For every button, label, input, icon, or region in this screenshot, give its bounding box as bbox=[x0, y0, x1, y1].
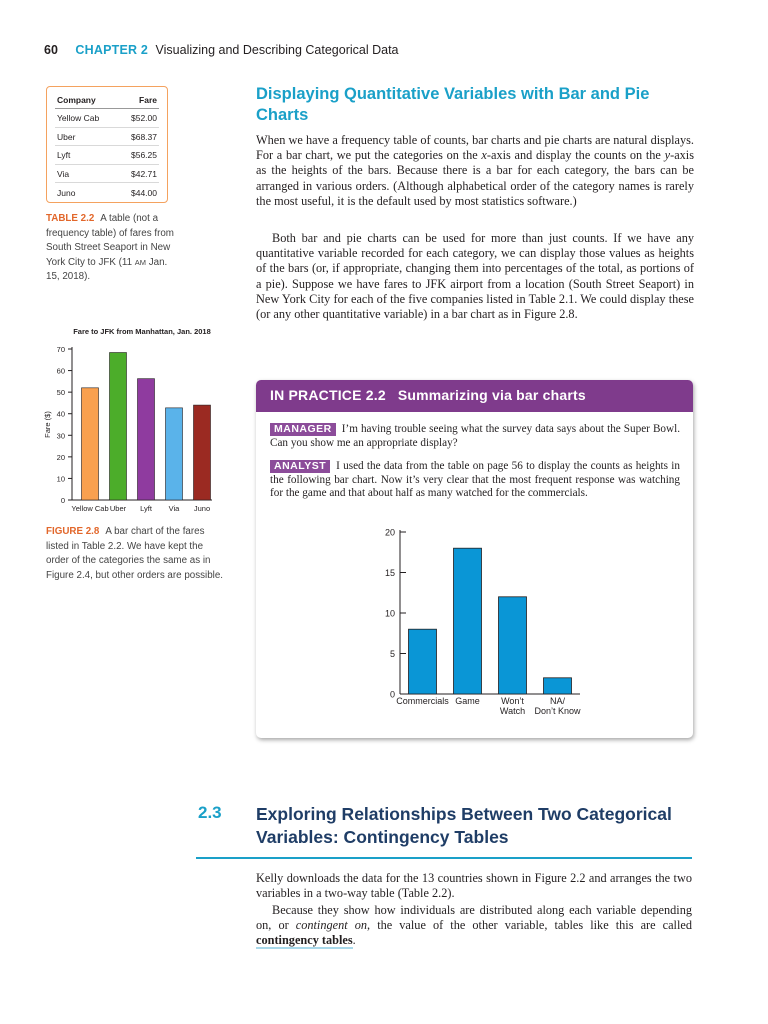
figure-caption-text: A bar chart of the fares listed in Table 2.2. We have kept the order of the categories the same as in Figure 2.4, but other orders are possible. bbox=[46, 526, 223, 581]
section-number: 2.3 bbox=[198, 803, 222, 822]
section-text-b: , the value of the other variable, tables like this are called bbox=[367, 918, 693, 933]
x-tick-label: Won’t bbox=[501, 696, 524, 706]
y-tick-label: 30 bbox=[56, 431, 65, 441]
fare-cell: $44.00 bbox=[131, 187, 157, 198]
y-tick-label: 0 bbox=[60, 496, 65, 505]
table-caption-label: TABLE 2.2 bbox=[46, 213, 95, 224]
bar bbox=[194, 405, 211, 500]
table-caption bbox=[46, 212, 178, 285]
section-paragraph-1: Kelly downloads the data for the 13 countries shown in Figure 2.2 and arranges the two variables in a two-way table (Table 2.2). bbox=[256, 871, 692, 901]
fare-table-box bbox=[46, 86, 168, 203]
bar bbox=[166, 408, 183, 500]
bar bbox=[499, 597, 527, 694]
y-tick-label: 70 bbox=[56, 345, 65, 354]
chapter-label: CHAPTER 2 bbox=[75, 43, 149, 57]
bar bbox=[454, 548, 482, 694]
y-tick-label: 20 bbox=[384, 527, 395, 538]
section-paragraph-2 bbox=[256, 903, 692, 949]
in-practice-box bbox=[256, 380, 693, 738]
company-cell: Yellow Cab bbox=[55, 109, 118, 128]
company-cell: Uber bbox=[55, 127, 118, 146]
x-tick-label: Uber bbox=[109, 504, 127, 513]
table-caption-text: A table (not a frequency table) of fares from South Street Seaport in New York City to JFK (11 bbox=[46, 213, 174, 268]
y-tick-label: 10 bbox=[56, 474, 65, 484]
bar bbox=[138, 379, 155, 500]
x-tick-label: Don’t Know bbox=[534, 706, 581, 716]
y-tick-label: 40 bbox=[56, 409, 65, 419]
chart-title: Fare to JFK from Manhattan, Jan. 2018 bbox=[73, 327, 211, 336]
bar bbox=[110, 353, 127, 500]
bar bbox=[82, 388, 99, 500]
in-practice-label: IN PRACTICE 2.2 bbox=[270, 387, 386, 403]
y-tick-label: 0 bbox=[389, 689, 395, 700]
company-cell: Lyft bbox=[55, 146, 118, 165]
section-title: Exploring Relationships Between Two Categorical Variables: Contingency Tables bbox=[256, 804, 672, 847]
fare-cell: $56.25 bbox=[118, 146, 159, 165]
section-text-emphasis: contingent on bbox=[295, 918, 368, 933]
bar bbox=[409, 629, 437, 694]
x-tick-label: NA/ bbox=[549, 696, 566, 706]
table-header-row bbox=[55, 91, 159, 109]
y-tick-label: 60 bbox=[56, 366, 65, 376]
x-tick-label: Game bbox=[455, 696, 480, 706]
y-tick-label: 50 bbox=[56, 388, 65, 398]
bar bbox=[544, 678, 572, 694]
manager-text: I’m having trouble seeing what the survey data says about the Super Bowl. Can you show me an appropriate display? bbox=[270, 423, 680, 449]
intro-paragraph-2: Both bar and pie charts can be used for more than just counts. If we have any quantitative variable recorded for each category, we can display those values as heights of the bars (or, if appropriate, changing them into percentages of the total, as portions of a pie). Suppose we have fares to JFK airport from a location (South Street Seaport) in New York City for each of the five companies listed in Table 2.1. We could display these (or any other quantitative variable) in a bar chart as in Figure 2.8. bbox=[256, 231, 694, 322]
intro-paragraph-1 bbox=[256, 133, 694, 209]
x-tick-label: Via bbox=[168, 504, 180, 513]
y-tick-label: 15 bbox=[384, 568, 395, 578]
y-tick-label: 10 bbox=[384, 608, 395, 619]
fare-cell: $52.00 bbox=[118, 109, 159, 128]
figure-caption bbox=[46, 525, 224, 583]
fare-table bbox=[55, 91, 159, 201]
y-tick-label: 20 bbox=[56, 452, 65, 462]
fare-cell: $42.71 bbox=[118, 164, 159, 183]
table-row bbox=[55, 164, 159, 183]
page-number: 60 bbox=[44, 43, 58, 57]
y-tick-label: 5 bbox=[389, 649, 395, 659]
section-heading: Displaying Quantitative Variables with Bar and Pie Charts bbox=[256, 85, 650, 124]
y-axis-label: Fare ($) bbox=[43, 411, 52, 438]
analyst-tag: ANALYST bbox=[270, 460, 330, 473]
fare-cell: $68.37 bbox=[118, 127, 159, 146]
table-caption-am: AM bbox=[134, 257, 146, 267]
survey-bar-chart bbox=[366, 520, 596, 725]
table-row bbox=[55, 183, 159, 202]
intro-text-a: When we have a frequency table of counts, bar charts and pie charts are natural displays. For a bar chart, we put the categories on the bbox=[256, 133, 694, 163]
intro-text-c: -axis as the heights of the bars. Because there is a bar for each category, the bars can be arranged in various orders. (Although alphabetical order of the category names is rarely the most useful, it is the default used by most statistics software.) bbox=[256, 148, 694, 208]
chapter-title: Visualizing and Describing Categorical Data bbox=[155, 43, 399, 57]
section-text-a: Because they show how individuals are distributed along each variable depending on, or bbox=[256, 903, 692, 933]
table-row bbox=[55, 127, 159, 146]
x-tick-label: Lyft bbox=[140, 504, 152, 513]
in-practice-title: Summarizing via bar charts bbox=[397, 387, 586, 403]
column-header-fare: Fare bbox=[118, 91, 159, 109]
x-tick-label: Juno bbox=[193, 504, 211, 513]
analyst-text: I used the data from the table on page 56 to display the counts as heights in the following bar chart. Now it’s very clear that the most frequent response was watching for the game and that about half as many watched for the commercials. bbox=[270, 460, 680, 500]
company-cell: Juno bbox=[57, 187, 76, 198]
figure-caption-label: FIGURE 2.8 bbox=[46, 526, 100, 537]
company-cell: Via bbox=[55, 164, 118, 183]
fare-bar-chart bbox=[40, 322, 230, 517]
table-row bbox=[55, 109, 159, 128]
intro-x-var: x bbox=[481, 148, 487, 163]
x-tick-label: Watch bbox=[499, 706, 526, 716]
x-tick-label: Commercials bbox=[396, 696, 449, 706]
table-caption-text-end: Jan. 15, 2018). bbox=[46, 256, 168, 282]
in-practice-header bbox=[256, 380, 693, 412]
intro-text-b: -axis and display the counts on the bbox=[486, 148, 665, 163]
table-row bbox=[55, 146, 159, 165]
contingency-tables-glossary-link[interactable]: contingency tables bbox=[256, 933, 353, 948]
running-head bbox=[44, 43, 399, 57]
analyst-dialog bbox=[270, 460, 680, 501]
intro-y-var: y bbox=[664, 148, 671, 163]
section-rule bbox=[196, 857, 692, 859]
column-header-company: Company bbox=[55, 91, 118, 109]
section-text-c: . bbox=[352, 933, 356, 948]
manager-dialog bbox=[270, 423, 680, 450]
x-tick-label: Yellow Cab bbox=[71, 504, 109, 513]
manager-tag: MANAGER bbox=[270, 423, 336, 436]
